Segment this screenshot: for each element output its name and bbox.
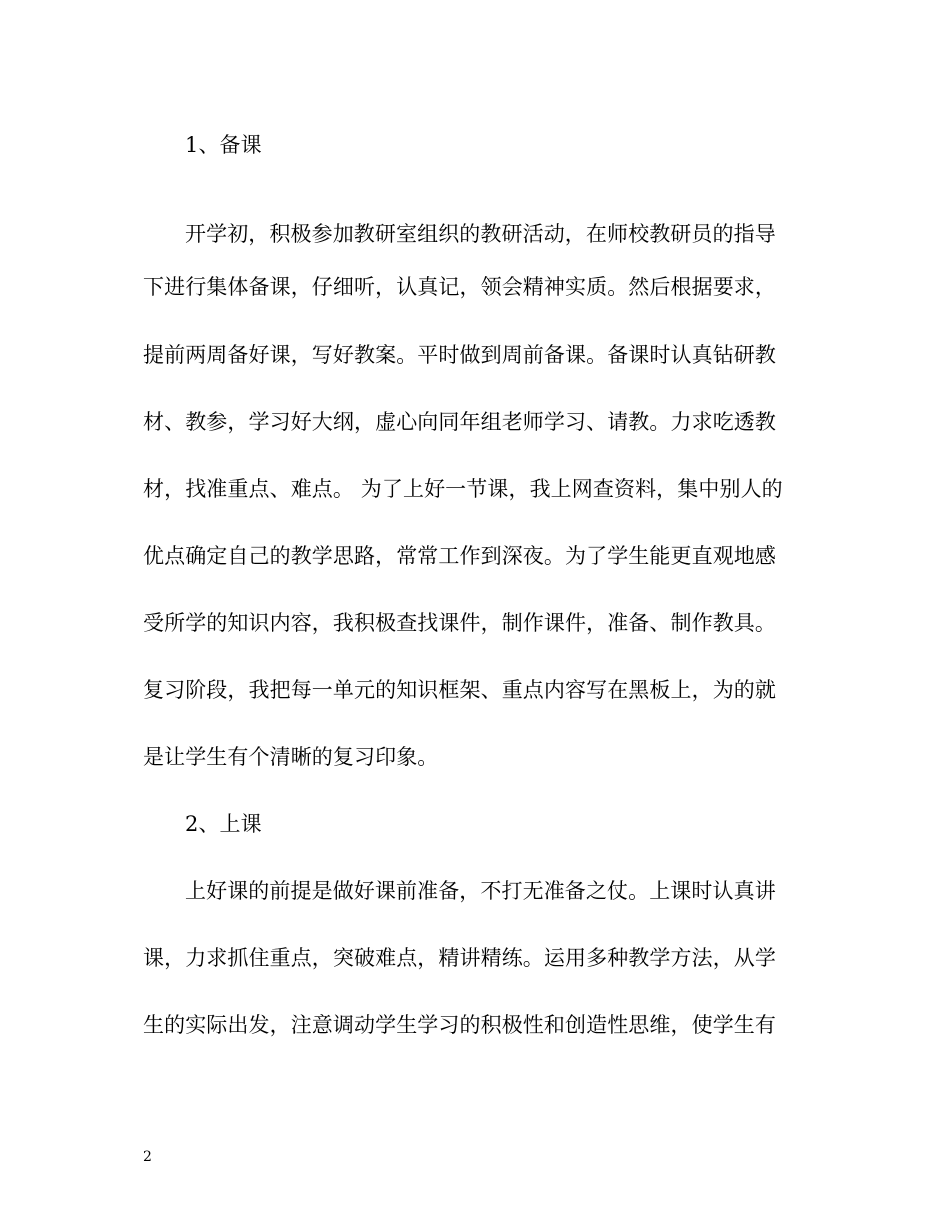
section-heading-1: 1、备课 <box>185 133 262 157</box>
paragraph-line: 下进行集体备课，仔细听，认真记，领会精神实质。然后根据要求， <box>143 275 776 299</box>
paragraph-line: 优点确定自己的教学思路，常常工作到深夜。为了学生能更直观地感 <box>143 544 776 568</box>
paragraph-line: 提前两周备好课，写好教案。平时做到周前备课。备课时认真钻研教 <box>143 343 776 367</box>
paragraph-line: 开学初，积极参加教研室组织的教研活动，在师校教研员的指导 <box>185 222 776 246</box>
section-heading-2: 2、上课 <box>185 812 262 836</box>
paragraph-line: 受所学的知识内容，我积极查找课件，制作课件，准备、制作教具。 <box>143 611 776 635</box>
paragraph-line: 复习阶段，我把每一单元的知识框架、重点内容写在黑板上，为的就 <box>143 678 776 702</box>
paragraph-line: 是让学生有个清晰的复习印象。 <box>143 745 439 769</box>
paragraph-line: 上好课的前提是做好课前准备，不打无准备之仗。上课时认真讲 <box>185 879 776 903</box>
paragraph-line: 材、教参，学习好大纲，虚心向同年组老师学习、请教。力求吃透教 <box>143 410 776 434</box>
paragraph-line: 课，力求抓住重点，突破难点，精讲精练。运用多种教学方法，从学 <box>143 946 776 970</box>
paragraph-line: 材，找准重点、难点。 为了上好一节课，我上网查资料，集中别人的 <box>143 477 783 501</box>
page-number: 2 <box>143 1149 152 1165</box>
paragraph-line: 生的实际出发，注意调动学生学习的积极性和创造性思维，使学生有 <box>143 1013 776 1037</box>
